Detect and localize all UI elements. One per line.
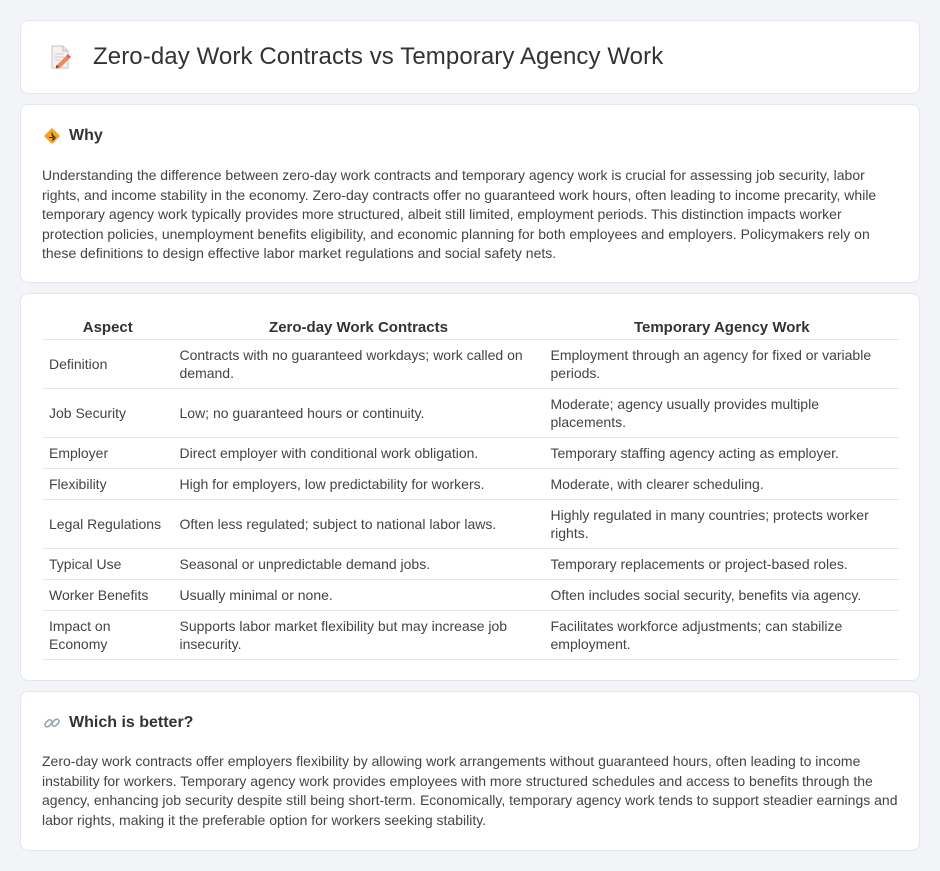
zero-day-cell: Contracts with no guaranteed workdays; work called on demand.	[173, 339, 544, 388]
link-icon	[43, 714, 61, 732]
table-header-row	[43, 316, 899, 339]
table-row	[43, 499, 899, 548]
diamond-sign-icon	[43, 127, 61, 145]
better-heading: Which is better?	[69, 714, 194, 731]
table-row	[43, 468, 899, 499]
table-row	[43, 579, 899, 610]
zero-day-cell: High for employers, low predictability for workers.	[173, 468, 544, 499]
zero-day-cell: Usually minimal or none.	[173, 579, 544, 610]
aspect-cell: Flexibility	[43, 468, 173, 499]
comparison-table	[43, 316, 899, 660]
better-body: Zero-day work contracts offer employers flexibility by allowing work arrangements without guaranteed hours, often leading to income instability for workers. Temporary agency work provides employees with more structured schedules and access to benefits through the agency, enhancing job security despite still being short-term. Economically, temporary agency work tends to support steadier earnings and labor rights, making it the preferable option for workers seeking stability.	[42, 753, 898, 828]
zero-day-cell: Seasonal or unpredictable demand jobs.	[173, 548, 544, 579]
temporary-agency-cell: Highly regulated in many countries; protects worker rights.	[544, 499, 899, 548]
aspect-cell: Impact on Economy	[43, 610, 173, 659]
temporary-agency-cell: Employment through an agency for fixed or variable periods.	[544, 339, 899, 388]
zero-day-cell: Supports labor market flexibility but may increase job insecurity.	[173, 610, 544, 659]
why-body: Understanding the difference between zero-day work contracts and temporary agency work is crucial for assessing job security, labor rights, and income stability in the economy. Zero-day contracts offer no guaranteed work hours, often leading to income precarity, while temporary agency work typically provides more structured, albeit still limited, employment periods. This distinction impacts worker protection policies, unemployment benefits eligibility, and economic planning for both employees and employers. Policymakers rely on these definitions to design effective labor market regulations and social safety nets.	[42, 167, 877, 261]
table-row	[43, 437, 899, 468]
table-row	[43, 548, 899, 579]
zero-day-cell: Direct employer with conditional work obligation.	[173, 437, 544, 468]
temporary-agency-cell: Often includes social security, benefits via agency.	[544, 579, 899, 610]
aspect-cell: Legal Regulations	[43, 499, 173, 548]
why-header	[43, 127, 103, 145]
table-row	[43, 610, 899, 659]
temporary-agency-cell: Moderate, with clearer scheduling.	[544, 468, 899, 499]
temporary-agency-cell: Facilitates workforce adjustments; can stabilize employment.	[544, 610, 899, 659]
aspect-cell: Employer	[43, 437, 173, 468]
table-row	[43, 388, 899, 437]
aspect-cell: Job Security	[43, 388, 173, 437]
document-pencil-icon	[47, 44, 73, 70]
table-row	[43, 339, 899, 388]
header-zero-day: Zero-day Work Contracts	[173, 316, 544, 339]
temporary-agency-cell: Temporary replacements or project-based roles.	[544, 548, 899, 579]
temporary-agency-cell: Temporary staffing agency acting as employer.	[544, 437, 899, 468]
page-title: Zero-day Work Contracts vs Temporary Agency Work	[93, 43, 664, 70]
header-aspect: Aspect	[43, 316, 173, 339]
comparison-section	[20, 293, 920, 681]
why-heading: Why	[69, 127, 103, 144]
header-temporary-agency: Temporary Agency Work	[544, 316, 899, 339]
title-row	[21, 21, 919, 93]
aspect-cell: Typical Use	[43, 548, 173, 579]
zero-day-cell: Low; no guaranteed hours or continuity.	[173, 388, 544, 437]
why-section	[20, 104, 920, 283]
aspect-cell: Definition	[43, 339, 173, 388]
better-header	[43, 714, 193, 732]
zero-day-cell: Often less regulated; subject to national labor laws.	[173, 499, 544, 548]
aspect-cell: Worker Benefits	[43, 579, 173, 610]
which-is-better-section	[20, 691, 920, 851]
temporary-agency-cell: Moderate; agency usually provides multiple placements.	[544, 388, 899, 437]
title-card	[20, 20, 920, 94]
